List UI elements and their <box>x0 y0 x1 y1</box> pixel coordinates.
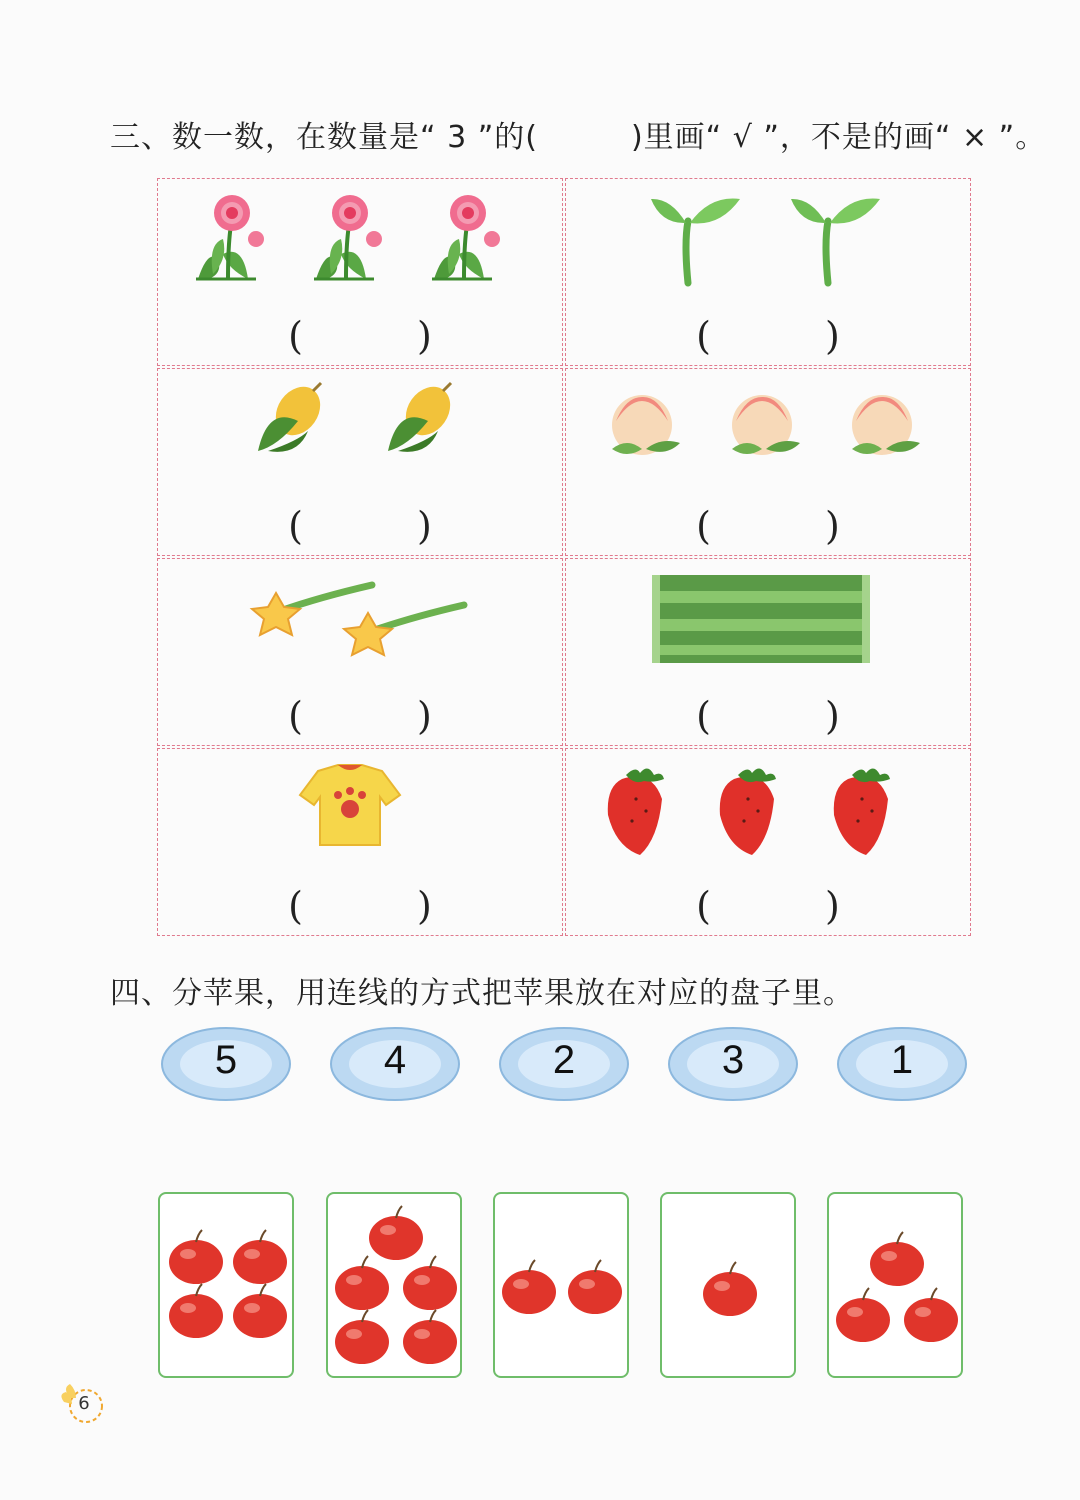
apple-icon <box>328 1194 460 1376</box>
apple-box-2[interactable] <box>493 1192 629 1378</box>
plate-3[interactable] <box>667 1026 799 1102</box>
section4-title: 四、分苹果，用连线的方式把苹果放在对应的盘子里。 <box>110 976 854 1011</box>
apple-box-5[interactable] <box>326 1192 462 1378</box>
apple-icon <box>662 1194 794 1376</box>
apple-box-1[interactable] <box>660 1192 796 1378</box>
apple-box-4[interactable] <box>158 1192 294 1378</box>
cell-corn <box>157 368 563 556</box>
cell-flowers <box>157 178 563 366</box>
page-number-badge <box>60 1382 108 1424</box>
plate-number: 4 <box>383 1038 407 1082</box>
section3-title: 三、数一数，在数量是“ 3 ”的( )里画“ √ ”，不是的画“ × ”。 <box>110 120 1047 155</box>
cell-towel <box>565 558 971 746</box>
answer-parentheses[interactable]: ( ) <box>288 314 432 358</box>
plate-1[interactable] <box>836 1026 968 1102</box>
plate-number: 5 <box>214 1038 238 1082</box>
cell-sprouts <box>565 178 971 366</box>
answer-parentheses[interactable]: ( ) <box>288 504 432 548</box>
counting-grid <box>157 178 971 936</box>
answer-parentheses[interactable]: ( ) <box>696 504 840 548</box>
apple-icon <box>829 1194 961 1376</box>
plate-4[interactable] <box>329 1026 461 1102</box>
cell-star-flowers <box>157 558 563 746</box>
plate-5[interactable] <box>160 1026 292 1102</box>
cell-peaches <box>565 368 971 556</box>
plate-number: 1 <box>890 1038 914 1082</box>
cell-shirt <box>157 748 563 936</box>
plate-2[interactable] <box>498 1026 630 1102</box>
apple-box-3[interactable] <box>827 1192 963 1378</box>
apple-icon <box>495 1194 627 1376</box>
apple-icon <box>160 1194 292 1376</box>
answer-parentheses[interactable]: ( ) <box>696 314 840 358</box>
answer-parentheses[interactable]: ( ) <box>696 884 840 928</box>
plate-number: 2 <box>552 1038 576 1082</box>
answer-parentheses[interactable]: ( ) <box>696 694 840 738</box>
plate-number: 3 <box>721 1038 745 1082</box>
page-number: 6 <box>78 1393 90 1414</box>
answer-parentheses[interactable]: ( ) <box>288 694 432 738</box>
answer-parentheses[interactable]: ( ) <box>288 884 432 928</box>
cell-strawberries <box>565 748 971 936</box>
